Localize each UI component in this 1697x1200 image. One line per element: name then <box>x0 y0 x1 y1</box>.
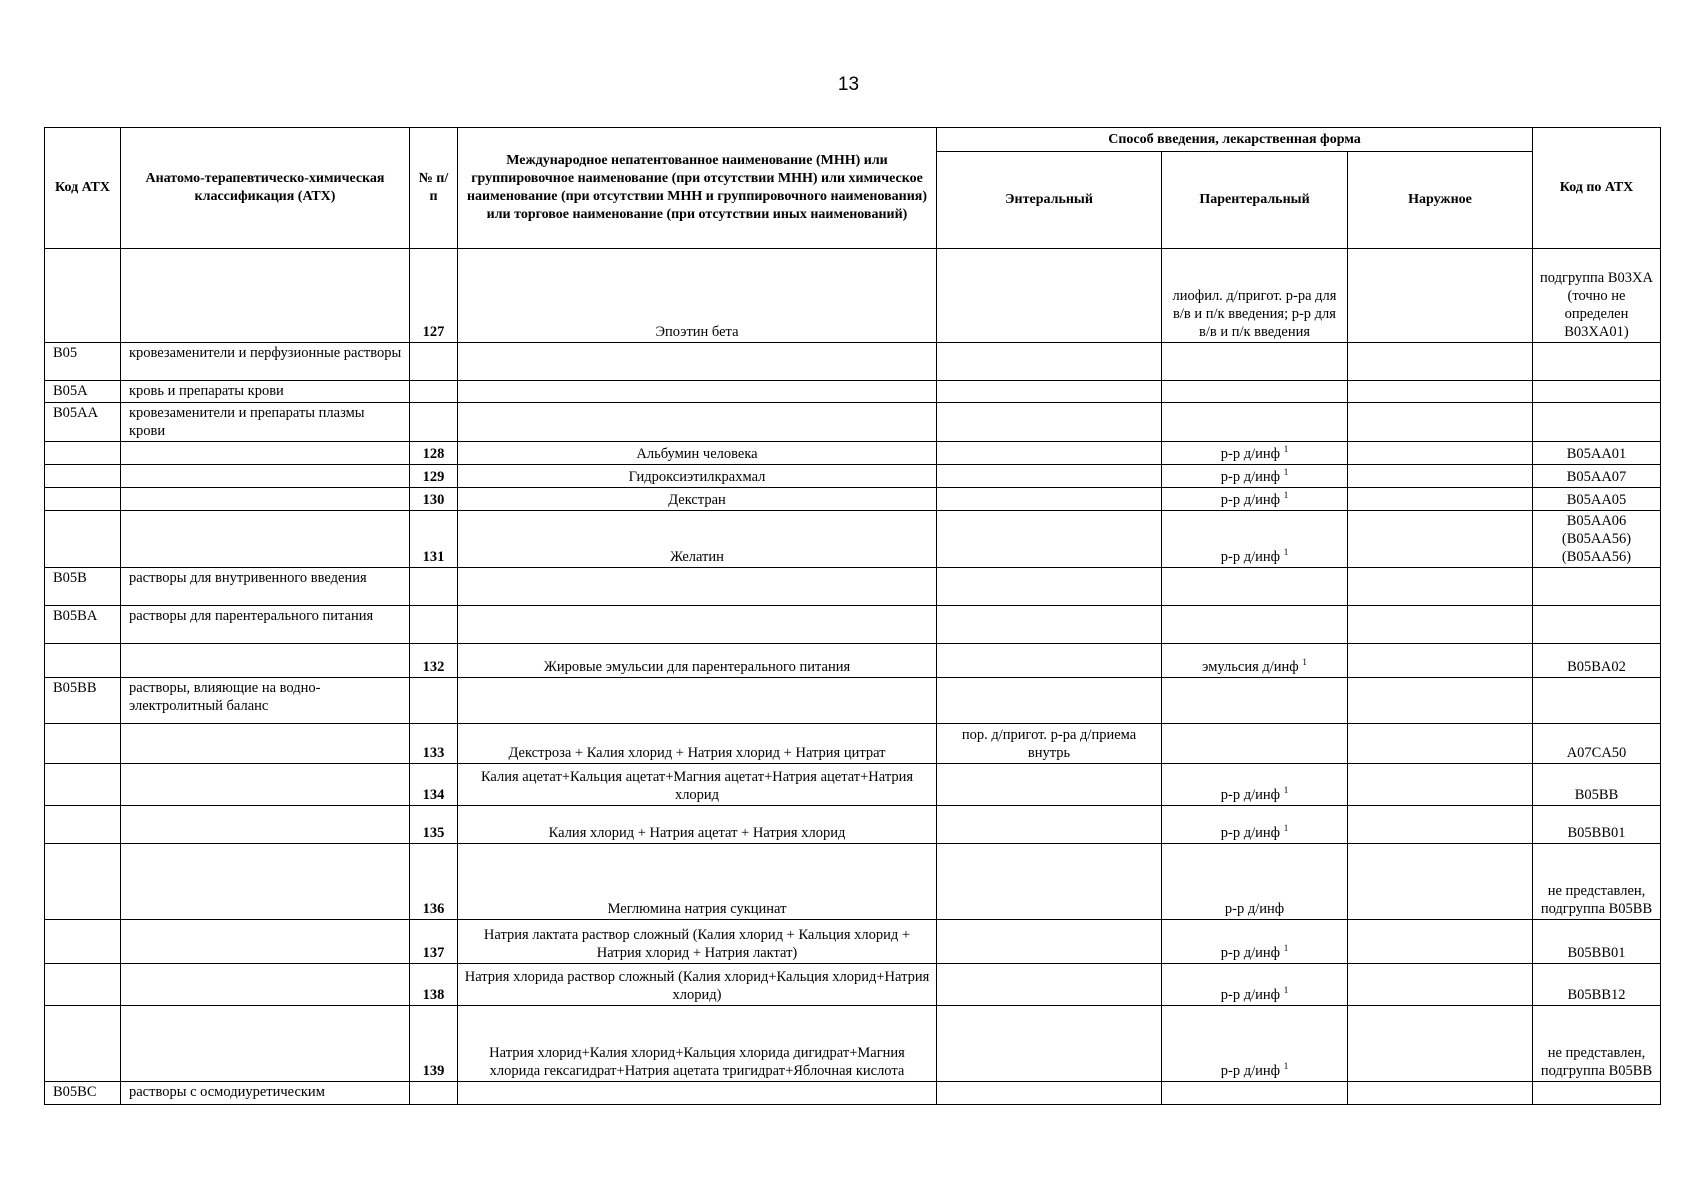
header-enteral: Энтеральный <box>937 152 1162 249</box>
atx-ref-cell <box>1533 606 1661 644</box>
external-cell <box>1348 806 1533 844</box>
classification-cell <box>121 442 410 465</box>
atx-ref-cell <box>1533 488 1661 511</box>
external-cell <box>1348 403 1533 442</box>
atx-ref-cell-text: не представлен, подгруппа B05BB <box>1540 1045 1653 1079</box>
parenteral-cell <box>1162 844 1348 920</box>
classification-cell <box>121 920 410 964</box>
drug-name-cell <box>458 678 937 724</box>
atx-code-cell <box>45 1082 121 1105</box>
atx-code-cell-text: B05B <box>53 570 87 586</box>
table-row <box>45 1082 1661 1105</box>
atx-ref-cell <box>1533 511 1661 568</box>
parenteral-cell <box>1162 488 1348 511</box>
classification-cell <box>121 343 410 381</box>
drug-name-cell <box>458 724 937 764</box>
row-number-cell-text: 135 <box>422 825 445 841</box>
parenteral-cell <box>1162 249 1348 343</box>
atx-ref-cell <box>1533 1082 1661 1105</box>
external-cell <box>1348 964 1533 1006</box>
row-number-cell-text: 127 <box>422 324 445 340</box>
atx-ref-cell-text: подгруппа B03XA (точно не определен B03XA01) <box>1540 270 1653 340</box>
row-number-cell-text: 138 <box>422 987 445 1003</box>
table-row <box>45 920 1661 964</box>
atx-ref-cell <box>1533 442 1661 465</box>
row-number-cell <box>410 920 458 964</box>
row-number-cell <box>410 806 458 844</box>
row-number-cell <box>410 442 458 465</box>
enteral-cell-text: пор. д/пригот. р-ра д/приема внутрь <box>961 727 1137 761</box>
atx-ref-cell-text: B05BB01 <box>1567 945 1626 961</box>
footnote-marker: 1 <box>1283 985 1289 996</box>
external-cell <box>1348 488 1533 511</box>
row-number-cell <box>410 1082 458 1105</box>
table-row <box>45 403 1661 442</box>
parenteral-cell-text: р-р д/инф <box>1220 987 1281 1003</box>
external-cell <box>1348 844 1533 920</box>
external-cell <box>1348 568 1533 606</box>
footnote-marker: 1 <box>1283 467 1289 478</box>
enteral-cell <box>937 1006 1162 1082</box>
atx-ref-cell <box>1533 920 1661 964</box>
atx-code-cell-text: B05BC <box>53 1084 97 1100</box>
atx-code-cell-text: B05BA <box>53 608 98 624</box>
row-number-cell <box>410 724 458 764</box>
atx-code-cell <box>45 343 121 381</box>
footnote-marker: 1 <box>1283 785 1289 796</box>
classification-cell <box>121 806 410 844</box>
drug-name-cell-text: Калия хлорид + Натрия ацетат + Натрия хлорид <box>548 825 846 841</box>
drug-name-cell-text: Натрия хлорид+Калия хлорид+Кальция хлорида дигидрат+Магния хлорида гексагидрат+Натрия ацетата тригидрат+Яблочная кислота <box>489 1045 905 1079</box>
drug-name-cell <box>458 511 937 568</box>
table-row <box>45 844 1661 920</box>
drug-name-cell <box>458 488 937 511</box>
atx-code-cell <box>45 511 121 568</box>
atx-ref-cell-text: B05BB <box>1574 787 1619 803</box>
footnote-marker: 1 <box>1283 547 1289 558</box>
atx-code-cell <box>45 844 121 920</box>
classification-cell <box>121 511 410 568</box>
drug-name-cell <box>458 465 937 488</box>
parenteral-cell <box>1162 1082 1348 1105</box>
classification-cell <box>121 606 410 644</box>
external-cell <box>1348 381 1533 403</box>
parenteral-cell <box>1162 511 1348 568</box>
atx-ref-cell <box>1533 724 1661 764</box>
enteral-cell <box>937 1082 1162 1105</box>
footnote-marker: 1 <box>1283 490 1289 501</box>
drug-name-cell-text: Эпоэтин бета <box>655 324 739 340</box>
atx-ref-cell <box>1533 764 1661 806</box>
external-cell <box>1348 920 1533 964</box>
classification-cell <box>121 844 410 920</box>
row-number-cell <box>410 488 458 511</box>
row-number-cell-text: 129 <box>422 469 445 485</box>
parenteral-cell <box>1162 1006 1348 1082</box>
drug-name-cell <box>458 568 937 606</box>
atx-ref-cell-text: B05BB01 <box>1567 825 1626 841</box>
header-number: № п/п <box>410 128 458 249</box>
drug-name-cell <box>458 644 937 678</box>
atx-code-cell <box>45 606 121 644</box>
parenteral-cell-text: лиофил. д/пригот. р-ра для в/в и п/к введения; р-р для в/в и п/к введения <box>1172 288 1337 340</box>
drug-name-cell <box>458 806 937 844</box>
enteral-cell <box>937 606 1162 644</box>
table-row <box>45 764 1661 806</box>
external-cell <box>1348 249 1533 343</box>
classification-cell <box>121 964 410 1006</box>
parenteral-cell <box>1162 724 1348 764</box>
atx-ref-cell <box>1533 964 1661 1006</box>
classification-cell <box>121 488 410 511</box>
table-row <box>45 249 1661 343</box>
row-number-cell <box>410 644 458 678</box>
table-row <box>45 806 1661 844</box>
external-cell <box>1348 442 1533 465</box>
drug-name-cell-text: Декстран <box>668 492 726 508</box>
footnote-marker: 1 <box>1283 943 1289 954</box>
parenteral-cell <box>1162 568 1348 606</box>
row-number-cell-text: 136 <box>422 901 445 917</box>
table-row <box>45 442 1661 465</box>
drug-name-cell <box>458 343 937 381</box>
enteral-cell <box>937 806 1162 844</box>
external-cell <box>1348 764 1533 806</box>
table-header <box>45 128 1661 249</box>
atx-code-cell <box>45 568 121 606</box>
external-cell <box>1348 606 1533 644</box>
classification-cell-text: растворы, влияющие на водно-электролитный баланс <box>129 680 321 714</box>
classification-cell <box>121 381 410 403</box>
row-number-cell-text: 134 <box>422 787 445 803</box>
parenteral-cell-text: р-р д/инф <box>1220 1063 1281 1079</box>
external-cell <box>1348 1082 1533 1105</box>
footnote-marker: 1 <box>1283 444 1289 455</box>
row-number-cell <box>410 381 458 403</box>
row-number-cell-text: 130 <box>422 492 445 508</box>
row-number-cell <box>410 403 458 442</box>
row-number-cell-text: 139 <box>422 1063 445 1079</box>
row-number-cell <box>410 606 458 644</box>
drug-name-cell <box>458 1006 937 1082</box>
row-number-cell <box>410 764 458 806</box>
enteral-cell <box>937 343 1162 381</box>
header-classification: Анатомо-терапевтическо-химическая классификация (АТХ) <box>121 128 410 249</box>
atx-ref-cell <box>1533 844 1661 920</box>
drug-name-cell-text: Калия ацетат+Кальция ацетат+Магния ацетат+Натрия ацетат+Натрия хлорид <box>480 769 914 803</box>
table-row <box>45 488 1661 511</box>
enteral-cell <box>937 724 1162 764</box>
atx-code-cell <box>45 488 121 511</box>
atx-code-cell <box>45 442 121 465</box>
row-number-cell <box>410 465 458 488</box>
enteral-cell <box>937 488 1162 511</box>
classification-cell <box>121 764 410 806</box>
classification-cell <box>121 465 410 488</box>
enteral-cell <box>937 920 1162 964</box>
enteral-cell <box>937 764 1162 806</box>
external-cell <box>1348 465 1533 488</box>
classification-cell-text: растворы для внутривенного введения <box>129 570 367 586</box>
parenteral-cell <box>1162 678 1348 724</box>
classification-cell-text: кровезаменители и препараты плазмы крови <box>129 405 365 439</box>
atx-code-cell <box>45 764 121 806</box>
table-row <box>45 511 1661 568</box>
atx-ref-cell <box>1533 249 1661 343</box>
table-row <box>45 568 1661 606</box>
parenteral-cell-text: р-р д/инф <box>1220 945 1281 961</box>
parenteral-cell <box>1162 964 1348 1006</box>
parenteral-cell-text: р-р д/инф <box>1220 787 1281 803</box>
header-code: Код АТХ <box>45 128 121 249</box>
parenteral-cell-text: р-р д/инф <box>1220 446 1281 462</box>
table-row <box>45 964 1661 1006</box>
classification-cell <box>121 1006 410 1082</box>
parenteral-cell <box>1162 465 1348 488</box>
row-number-cell <box>410 844 458 920</box>
atx-code-cell <box>45 381 121 403</box>
atx-code-cell <box>45 465 121 488</box>
footnote-marker: 1 <box>1283 823 1289 834</box>
parenteral-cell <box>1162 806 1348 844</box>
header-atx-code: Код по АТХ <box>1533 128 1661 249</box>
parenteral-cell <box>1162 606 1348 644</box>
atx-code-cell <box>45 644 121 678</box>
classification-cell <box>121 1082 410 1105</box>
enteral-cell <box>937 403 1162 442</box>
drug-name-cell <box>458 381 937 403</box>
atx-code-cell <box>45 403 121 442</box>
atx-code-cell <box>45 249 121 343</box>
row-number-cell <box>410 1006 458 1082</box>
enteral-cell <box>937 249 1162 343</box>
external-cell <box>1348 1006 1533 1082</box>
drug-name-cell-text: Гидроксиэтилкрахмал <box>628 469 766 485</box>
atx-ref-cell <box>1533 678 1661 724</box>
atx-ref-cell <box>1533 465 1661 488</box>
atx-ref-cell-text: B05AA05 <box>1566 492 1627 508</box>
atx-ref-cell <box>1533 1006 1661 1082</box>
enteral-cell <box>937 568 1162 606</box>
atx-code-cell <box>45 1006 121 1082</box>
parenteral-cell-text: р-р д/инф <box>1224 901 1285 917</box>
atx-code-cell-text: B05BB <box>53 680 97 696</box>
parenteral-cell-text: эмульсия д/инф <box>1202 659 1299 675</box>
classification-cell <box>121 724 410 764</box>
table-row <box>45 606 1661 644</box>
enteral-cell <box>937 644 1162 678</box>
classification-cell-text: растворы с осмодиуретическим <box>129 1084 325 1100</box>
atx-ref-cell <box>1533 343 1661 381</box>
enteral-cell <box>937 511 1162 568</box>
classification-cell-text: кровезаменители и перфузионные растворы <box>129 345 402 361</box>
table-row <box>45 381 1661 403</box>
row-number-cell <box>410 964 458 1006</box>
enteral-cell <box>937 381 1162 403</box>
atx-ref-cell-text: B05AA06 (B05AA56) (B05AA56) <box>1561 513 1632 565</box>
external-cell <box>1348 644 1533 678</box>
drug-name-cell-text: Жировые эмульсии для парентерального питания <box>543 659 851 675</box>
parenteral-cell <box>1162 764 1348 806</box>
enteral-cell <box>937 465 1162 488</box>
atx-ref-cell-text: B05BB12 <box>1567 987 1626 1003</box>
atx-ref-cell <box>1533 806 1661 844</box>
drug-name-cell-text: Желатин <box>670 549 724 565</box>
drug-name-cell <box>458 1082 937 1105</box>
row-number-cell-text: 131 <box>422 549 445 565</box>
atx-ref-cell-text: B05AA01 <box>1566 446 1627 462</box>
atx-ref-cell-text: B05BA02 <box>1567 659 1626 675</box>
external-cell <box>1348 724 1533 764</box>
parenteral-cell-text: р-р д/инф <box>1220 549 1281 565</box>
atx-code-cell-text: B05A <box>53 383 88 399</box>
parenteral-cell <box>1162 381 1348 403</box>
table-row <box>45 465 1661 488</box>
classification-cell <box>121 249 410 343</box>
classification-cell-text: кровь и препараты крови <box>129 383 284 399</box>
table-body <box>45 249 1661 1105</box>
footnote-marker: 1 <box>1283 1061 1289 1072</box>
header-parenteral: Парентеральный <box>1162 152 1348 249</box>
atx-ref-cell-text: не представлен, подгруппа B05BB <box>1540 883 1653 917</box>
table-row <box>45 1006 1661 1082</box>
classification-cell <box>121 644 410 678</box>
row-number-cell <box>410 678 458 724</box>
row-number-cell-text: 128 <box>422 446 445 462</box>
parenteral-cell <box>1162 920 1348 964</box>
classification-cell-text: растворы для парентерального питания <box>129 608 374 624</box>
row-number-cell-text: 132 <box>422 659 445 675</box>
parenteral-cell-text: р-р д/инф <box>1220 469 1281 485</box>
atx-ref-cell <box>1533 568 1661 606</box>
drug-name-cell <box>458 964 937 1006</box>
enteral-cell <box>937 964 1162 1006</box>
drug-name-cell <box>458 606 937 644</box>
classification-cell <box>121 678 410 724</box>
drug-name-cell <box>458 442 937 465</box>
row-number-cell <box>410 343 458 381</box>
atx-ref-cell-text: A07CA50 <box>1566 745 1627 761</box>
table-row <box>45 724 1661 764</box>
parenteral-cell <box>1162 343 1348 381</box>
drug-name-cell-text: Меглюмина натрия сукцинат <box>607 901 787 917</box>
atx-code-cell <box>45 678 121 724</box>
drug-name-cell-text: Альбумин человека <box>636 446 758 462</box>
header-route-group: Способ введения, лекарственная форма <box>937 128 1533 152</box>
parenteral-cell <box>1162 403 1348 442</box>
row-number-cell <box>410 568 458 606</box>
drug-name-cell <box>458 920 937 964</box>
drug-name-cell <box>458 764 937 806</box>
parenteral-cell <box>1162 442 1348 465</box>
classification-cell <box>121 568 410 606</box>
table-row <box>45 343 1661 381</box>
external-cell <box>1348 511 1533 568</box>
header-drug-name: Международное непатентованное наименование (МНН) или группировочное наименование (при отсутствии МНН) или химическое наименование (при отсутствии МНН и группировочного наименования) или торговое наименование (при отсутствии иных наименований) <box>458 128 937 249</box>
atx-code-cell <box>45 920 121 964</box>
atx-ref-cell-text: B05AA07 <box>1566 469 1627 485</box>
drug-table <box>44 127 1661 1105</box>
row-number-cell-text: 133 <box>422 745 445 761</box>
classification-cell <box>121 403 410 442</box>
table-row <box>45 644 1661 678</box>
drug-name-cell <box>458 403 937 442</box>
drug-name-cell-text: Натрия лактата раствор сложный (Калия хлорид + Кальция хлорид + Натрия хлорид + Натрия лактат) <box>483 927 911 961</box>
atx-code-cell <box>45 806 121 844</box>
enteral-cell <box>937 678 1162 724</box>
external-cell <box>1348 678 1533 724</box>
row-number-cell <box>410 511 458 568</box>
atx-code-cell <box>45 724 121 764</box>
atx-code-cell-text: B05AA <box>53 405 99 421</box>
header-external: Наружное <box>1348 152 1533 249</box>
enteral-cell <box>937 844 1162 920</box>
enteral-cell <box>937 442 1162 465</box>
atx-ref-cell <box>1533 644 1661 678</box>
parenteral-cell-text: р-р д/инф <box>1220 492 1281 508</box>
row-number-cell-text: 137 <box>422 945 445 961</box>
atx-ref-cell <box>1533 381 1661 403</box>
page-number: 13 <box>837 74 860 95</box>
atx-code-cell-text: B05 <box>53 345 78 361</box>
row-number-cell <box>410 249 458 343</box>
drug-name-cell-text: Декстроза + Калия хлорид + Натрия хлорид + Натрия цитрат <box>508 745 886 761</box>
external-cell <box>1348 343 1533 381</box>
drug-name-cell <box>458 844 937 920</box>
footnote-marker: 1 <box>1302 657 1307 668</box>
table-row <box>45 678 1661 724</box>
parenteral-cell-text: р-р д/инф <box>1220 825 1281 841</box>
atx-ref-cell <box>1533 403 1661 442</box>
atx-code-cell <box>45 964 121 1006</box>
drug-name-cell <box>458 249 937 343</box>
parenteral-cell <box>1162 644 1348 678</box>
drug-name-cell-text: Натрия хлорида раствор сложный (Калия хлорид+Кальция хлорид+Натрия хлорид) <box>464 969 930 1003</box>
